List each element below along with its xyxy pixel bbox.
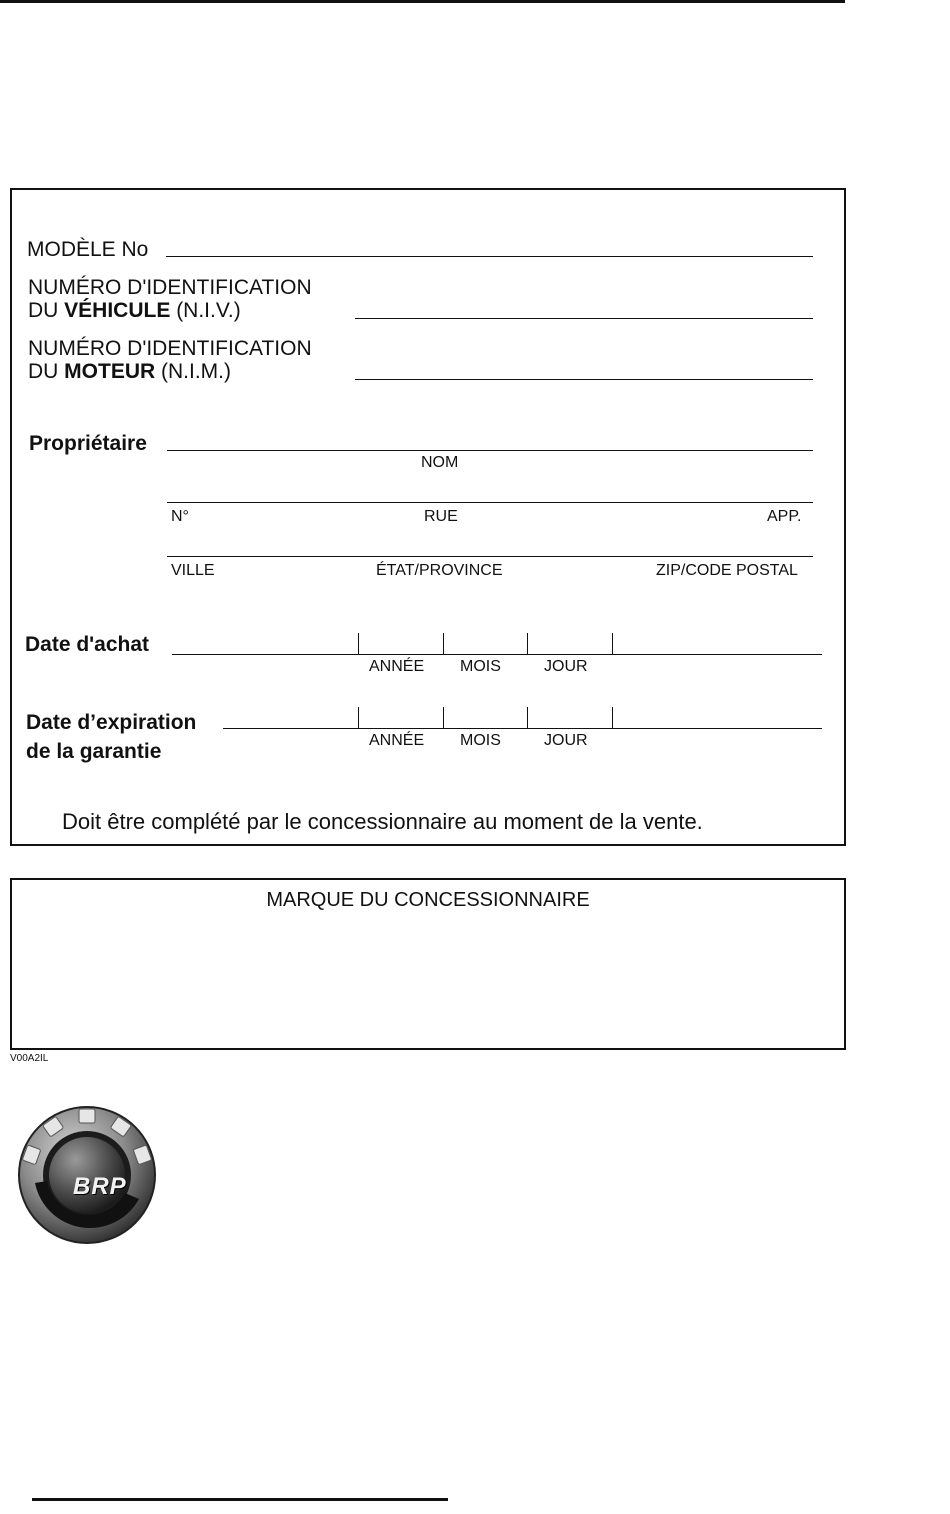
purchase-tick-1 [358,633,359,655]
model-label: MODÈLE No [27,238,149,261]
purchase-month-caption: MOIS [460,658,501,675]
zip-caption: ZIP/CODE POSTAL [656,562,798,579]
number-caption: N° [171,508,189,525]
expiry-date-line[interactable] [223,728,822,729]
street-caption: RUE [424,508,458,525]
expiry-day-caption: JOUR [544,732,588,749]
footer-note: Doit être complété par le concessionnaire au moment de la vente. [62,809,703,834]
apt-caption: APP. [767,508,802,525]
engine-field-line[interactable] [355,379,813,380]
purchase-year-caption: ANNÉE [369,658,425,675]
brp-logo-text: BRP [73,1173,127,1200]
dealer-stamp-title: MARQUE DU CONCESSIONNAIRE [266,889,590,911]
state-caption: ÉTAT/PROVINCE [376,562,503,579]
vin-label-line1: NUMÉRO D'IDENTIFICATION [28,276,312,299]
purchase-tick-2 [443,633,444,655]
purchase-date-line[interactable] [172,654,822,655]
expiry-year-caption: ANNÉE [369,732,425,749]
expiry-tick-3 [527,707,528,729]
purchase-date-label: Date d'achat [25,633,150,656]
model-field-line[interactable] [166,256,813,257]
purchase-tick-3 [527,633,528,655]
owner-name-line[interactable] [167,450,813,451]
bottom-rule [32,1498,448,1501]
owner-label: Propriétaire [29,432,147,455]
expiry-tick-4 [612,707,613,729]
owner-city-line[interactable] [167,556,813,557]
purchase-tick-4 [612,633,613,655]
expiry-label-line1: Date d’expiration [26,711,197,734]
name-caption: NOM [421,454,459,471]
top-rule [0,0,845,3]
city-caption: VILLE [171,562,215,579]
purchase-day-caption: JOUR [544,658,588,675]
owner-street-line[interactable] [167,502,813,503]
expiry-month-caption: MOIS [460,732,501,749]
expiry-tick-1 [358,707,359,729]
engine-label-line2: DU MOTEUR (N.I.M.) [28,360,231,383]
vin-field-line[interactable] [355,318,813,319]
engine-label-line1: NUMÉRO D'IDENTIFICATION [28,337,312,360]
vin-label-line2: DU VÉHICULE (N.I.V.) [28,299,241,322]
brp-gear-logo-icon [15,1103,160,1248]
figure-code: V00A2IL [10,1053,49,1064]
expiry-tick-2 [443,707,444,729]
expiry-label-line2: de la garantie [26,740,162,763]
